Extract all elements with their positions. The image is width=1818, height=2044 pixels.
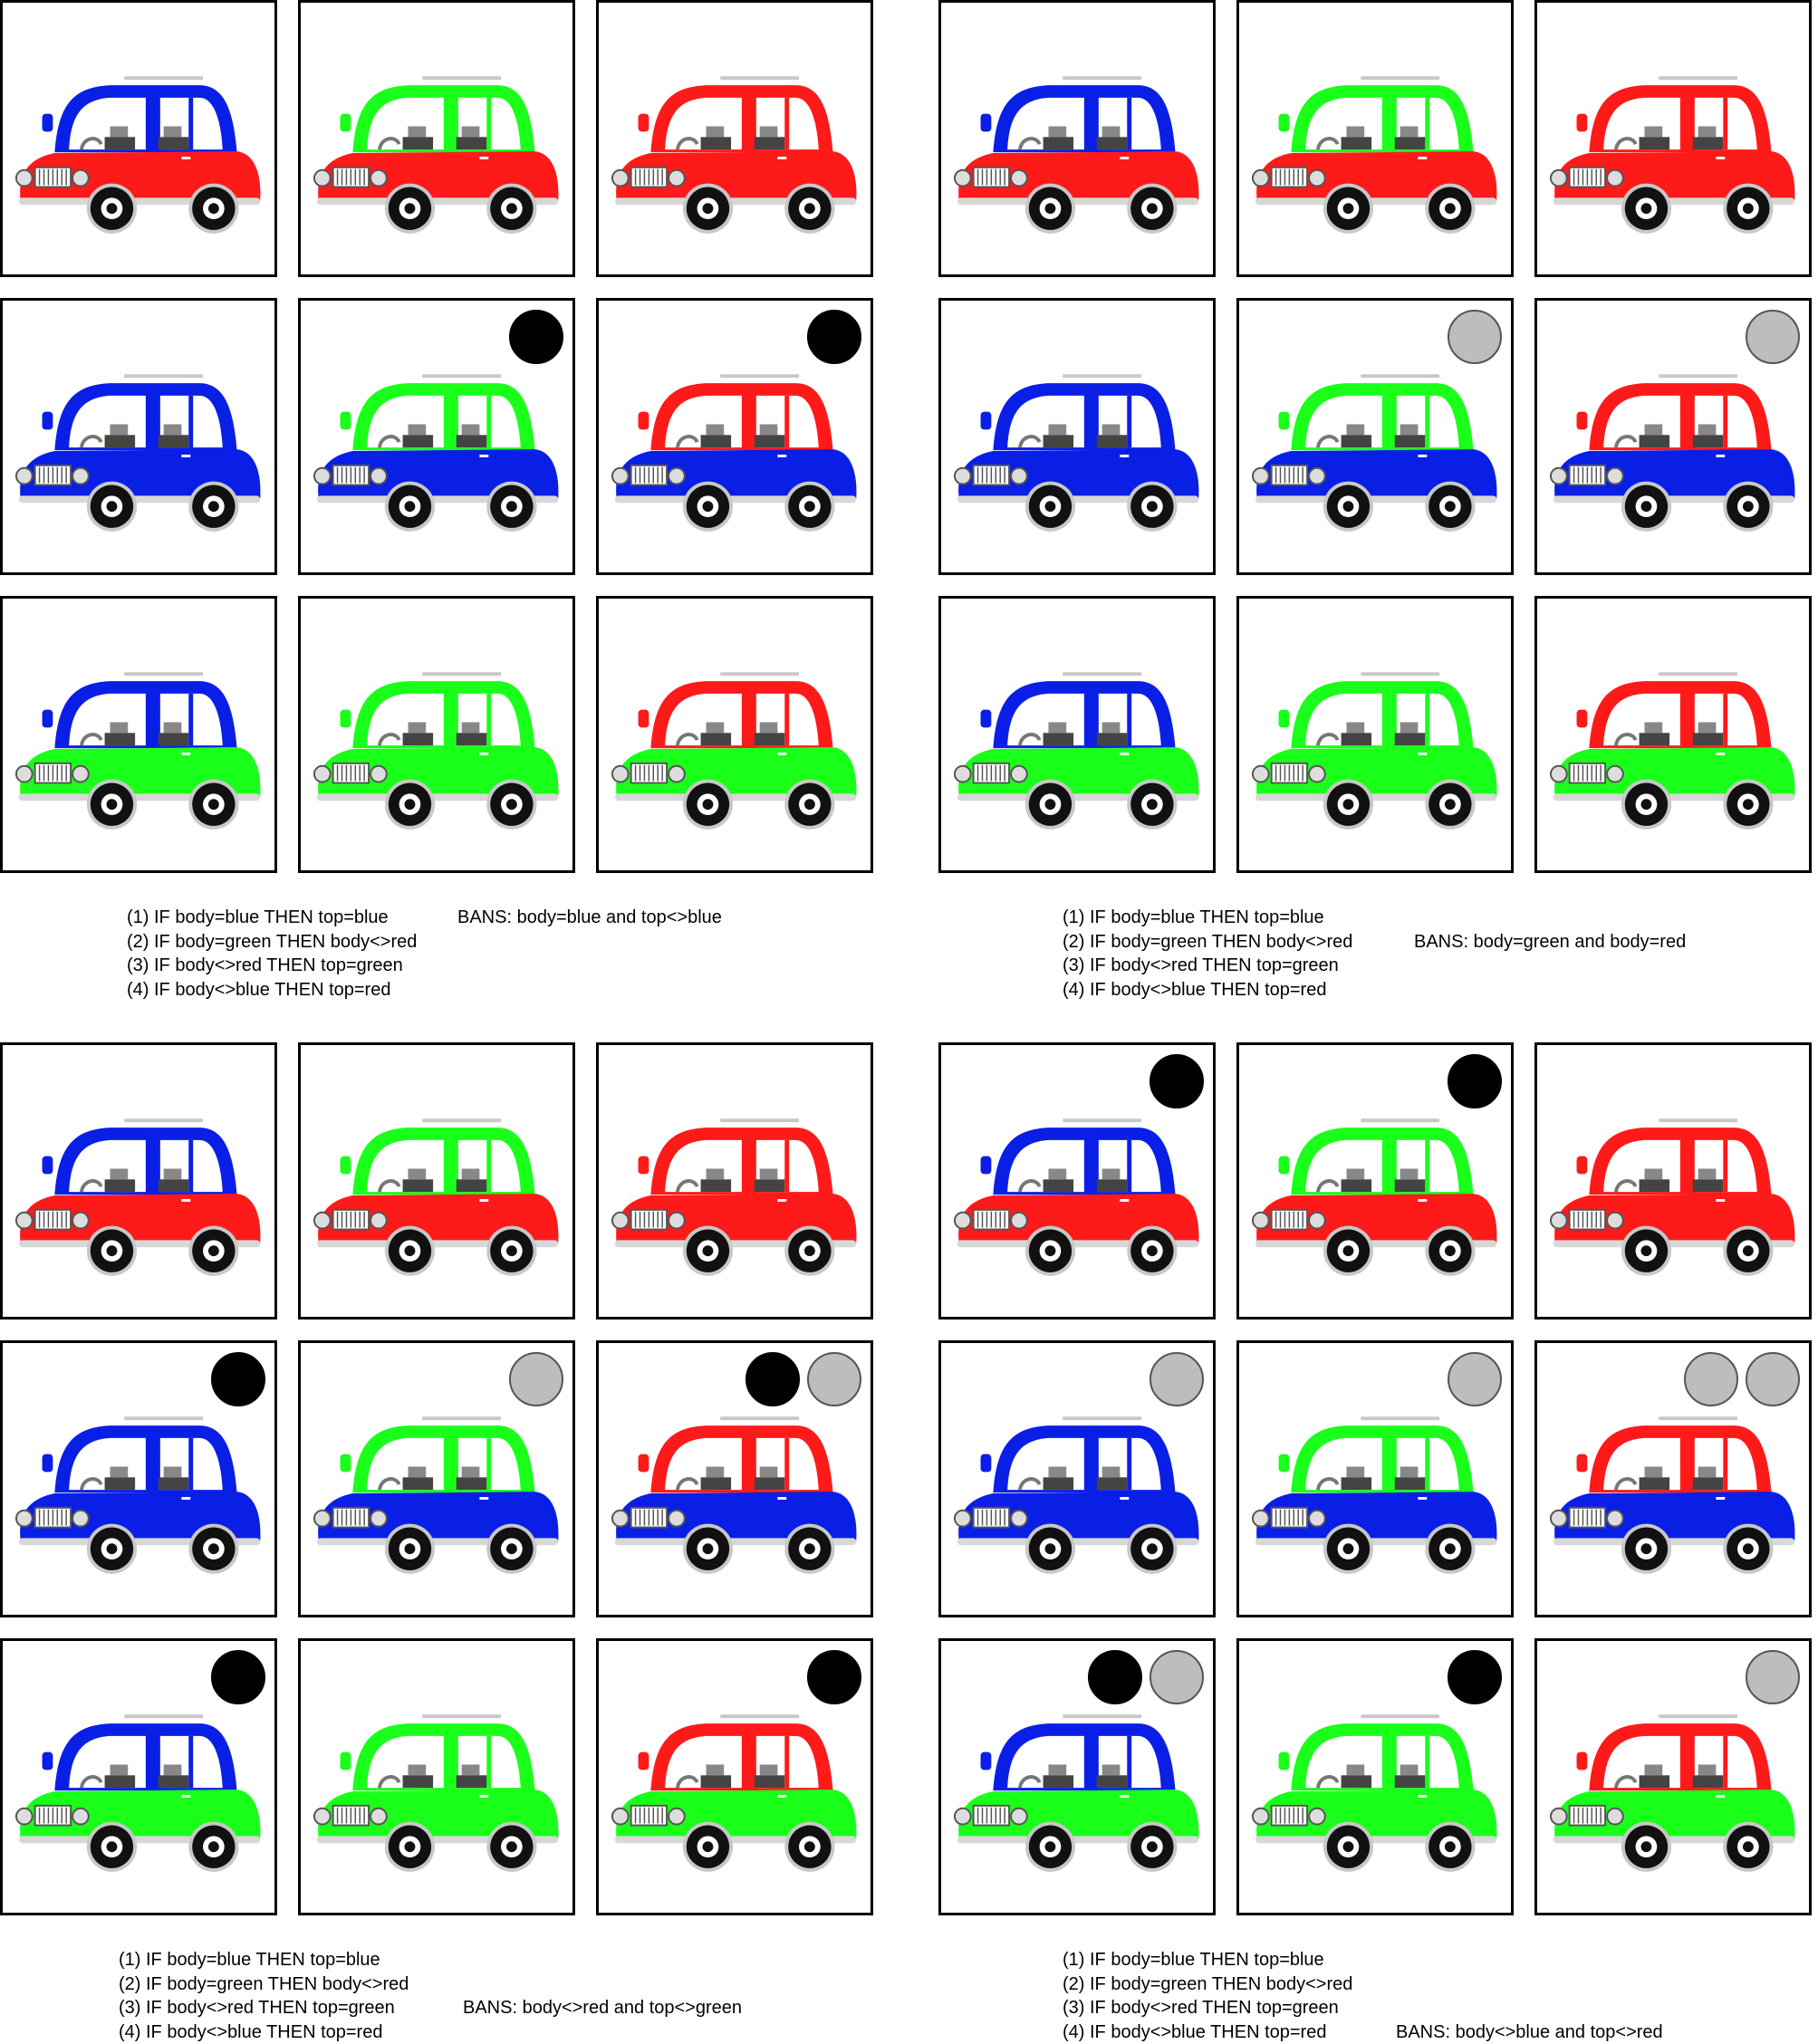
car-cell xyxy=(596,1042,873,1319)
rule-line: (3) IF body<>red THEN top=green xyxy=(1063,1996,1352,2020)
car-cell xyxy=(596,298,873,575)
rule-line: (2) IF body=green THEN body<>red xyxy=(127,930,417,955)
car-illustration xyxy=(310,662,569,843)
marker-group xyxy=(509,310,563,366)
gray-circle-marker xyxy=(1448,310,1502,364)
rule-line: (4) IF body<>blue THEN top=red xyxy=(119,2020,409,2044)
car-cell xyxy=(298,596,575,873)
car-illustration xyxy=(608,1108,867,1290)
car-cell xyxy=(1236,1340,1514,1617)
car-top xyxy=(1577,1716,1772,1790)
car-cell xyxy=(0,0,277,277)
car-illustration xyxy=(310,1406,569,1588)
car-illustration xyxy=(310,1108,569,1290)
black-circle-marker xyxy=(1448,1054,1502,1108)
car-top xyxy=(43,1716,237,1790)
black-circle-marker xyxy=(807,1650,861,1704)
gray-circle-marker xyxy=(1746,1352,1800,1406)
rule-line: (4) IF body<>blue THEN top=red xyxy=(1063,978,1352,1003)
rule-line: (1) IF body=blue THEN top=blue xyxy=(1063,1948,1352,1972)
black-circle-marker xyxy=(1088,1650,1142,1704)
rule-line: (2) IF body=green THEN body<>red xyxy=(1063,930,1352,955)
rule-line: (3) IF body<>red THEN top=green xyxy=(127,954,417,978)
car-illustration xyxy=(12,1704,271,1886)
car-cell xyxy=(298,298,575,575)
gray-circle-marker xyxy=(1448,1352,1502,1406)
marker-group xyxy=(1088,1650,1204,1706)
car-illustration xyxy=(950,1108,1209,1290)
car-cell xyxy=(1534,0,1812,277)
marker-group xyxy=(1746,1650,1800,1706)
car-illustration xyxy=(608,66,867,247)
gray-circle-marker xyxy=(1684,1352,1738,1406)
car-illustration xyxy=(950,1406,1209,1588)
car-top xyxy=(43,1120,237,1195)
car-grid xyxy=(938,0,1818,878)
car-top xyxy=(981,1418,1176,1492)
car-illustration xyxy=(1546,66,1805,247)
panel-top-right xyxy=(938,0,1818,1000)
car-cell xyxy=(938,298,1216,575)
car-illustration xyxy=(1248,1108,1507,1290)
car-illustration xyxy=(950,662,1209,843)
black-circle-marker xyxy=(211,1352,265,1406)
car-cell xyxy=(0,1042,277,1319)
marker-group xyxy=(211,1352,265,1408)
car-cell xyxy=(298,1340,575,1617)
black-circle-marker xyxy=(1448,1650,1502,1704)
car-top xyxy=(981,78,1176,152)
rules-list xyxy=(127,906,417,1002)
car-cell xyxy=(0,298,277,575)
rule-line: (3) IF body<>red THEN top=green xyxy=(1063,954,1352,978)
car-top xyxy=(341,1716,535,1790)
car-top xyxy=(1279,1120,1474,1195)
car-grid xyxy=(938,1042,1818,1921)
car-illustration xyxy=(1248,662,1507,843)
car-illustration xyxy=(950,1704,1209,1886)
car-top xyxy=(981,674,1176,748)
black-circle-marker xyxy=(509,310,563,364)
rule-line: (4) IF body<>blue THEN top=red xyxy=(1063,2020,1352,2044)
car-illustration xyxy=(608,1704,867,1886)
bans-text: BANS: body=green and body=red xyxy=(1414,930,1686,955)
car-cell xyxy=(1534,1340,1812,1617)
car-illustration xyxy=(12,662,271,843)
car-cell xyxy=(938,1042,1216,1319)
bans-text: BANS: body=blue and top<>blue xyxy=(457,906,722,930)
car-cell xyxy=(298,1638,575,1915)
car-cell xyxy=(1236,1638,1514,1915)
car-illustration xyxy=(12,364,271,545)
rule-line: (4) IF body<>blue THEN top=red xyxy=(127,978,417,1003)
car-top xyxy=(1577,1120,1772,1195)
car-top xyxy=(639,674,833,748)
car-top xyxy=(341,674,535,748)
rules-list xyxy=(1063,1948,1352,2044)
car-cell xyxy=(1236,0,1514,277)
car-top xyxy=(1279,1418,1474,1492)
car-top xyxy=(639,78,833,152)
car-cell xyxy=(1534,596,1812,873)
rule-line: (1) IF body=blue THEN top=blue xyxy=(119,1948,409,1972)
black-circle-marker xyxy=(745,1352,800,1406)
gray-circle-marker xyxy=(1149,1352,1204,1406)
gray-circle-marker xyxy=(1149,1650,1204,1704)
car-illustration xyxy=(608,662,867,843)
car-top xyxy=(1279,674,1474,748)
rule-line: (3) IF body<>red THEN top=green xyxy=(119,1996,409,2020)
car-top xyxy=(981,1120,1176,1195)
marker-group xyxy=(1448,310,1502,366)
car-top xyxy=(341,376,535,450)
marker-group xyxy=(1448,1352,1502,1408)
marker-group xyxy=(509,1352,563,1408)
car-cell xyxy=(0,596,277,873)
rule-line: (2) IF body=green THEN body<>red xyxy=(1063,1972,1352,1997)
car-cell xyxy=(1534,298,1812,575)
car-illustration xyxy=(310,1704,569,1886)
car-cell xyxy=(1236,1042,1514,1319)
car-illustration xyxy=(1546,1704,1805,1886)
gray-circle-marker xyxy=(807,1352,861,1406)
car-cell xyxy=(0,1340,277,1617)
car-top xyxy=(43,78,237,152)
marker-group xyxy=(1149,1352,1204,1408)
rule-line: (2) IF body=green THEN body<>red xyxy=(119,1972,409,1997)
car-grid xyxy=(0,1042,906,1921)
car-illustration xyxy=(608,1406,867,1588)
car-illustration xyxy=(1248,364,1507,545)
car-grid xyxy=(0,0,906,878)
rule-line: (1) IF body=blue THEN top=blue xyxy=(1063,906,1352,930)
car-illustration xyxy=(1248,1406,1507,1588)
car-cell xyxy=(0,1638,277,1915)
gray-circle-marker xyxy=(509,1352,563,1406)
car-illustration xyxy=(310,364,569,545)
car-cell xyxy=(938,0,1216,277)
rule-line: (1) IF body=blue THEN top=blue xyxy=(127,906,417,930)
car-illustration xyxy=(1546,1406,1805,1588)
car-cell xyxy=(596,1638,873,1915)
rules-list xyxy=(1063,906,1352,1002)
car-illustration xyxy=(1546,364,1805,545)
car-top xyxy=(1279,376,1474,450)
car-illustration xyxy=(1546,1108,1805,1290)
car-illustration xyxy=(12,1108,271,1290)
car-cell xyxy=(938,596,1216,873)
car-cell xyxy=(596,596,873,873)
marker-group xyxy=(1684,1352,1800,1408)
car-illustration xyxy=(950,364,1209,545)
car-cell xyxy=(298,0,575,277)
car-top xyxy=(981,376,1176,450)
marker-group xyxy=(1746,310,1800,366)
car-top xyxy=(981,1716,1176,1790)
car-top xyxy=(1279,78,1474,152)
marker-group xyxy=(745,1352,861,1408)
car-cell xyxy=(1236,596,1514,873)
car-top xyxy=(341,1418,535,1492)
car-cell xyxy=(596,0,873,277)
car-cell xyxy=(938,1638,1216,1915)
car-top xyxy=(341,1120,535,1195)
car-top xyxy=(1577,376,1772,450)
car-illustration xyxy=(950,66,1209,247)
car-illustration xyxy=(12,66,271,247)
black-circle-marker xyxy=(807,310,861,364)
panel-bottom-right xyxy=(938,1042,1818,2042)
marker-group xyxy=(807,310,861,366)
car-illustration xyxy=(608,364,867,545)
car-top xyxy=(639,1716,833,1790)
car-illustration xyxy=(1248,66,1507,247)
car-top xyxy=(639,376,833,450)
car-top xyxy=(1577,674,1772,748)
marker-group xyxy=(1448,1650,1502,1706)
car-illustration xyxy=(1546,662,1805,843)
car-cell xyxy=(596,1340,873,1617)
rules-list xyxy=(119,1948,409,2044)
car-cell xyxy=(1236,298,1514,575)
marker-group xyxy=(211,1650,265,1706)
panel-bottom-left xyxy=(0,1042,906,2042)
car-cell xyxy=(298,1042,575,1319)
car-cell xyxy=(1534,1638,1812,1915)
marker-group xyxy=(807,1650,861,1706)
car-illustration xyxy=(310,66,569,247)
car-top xyxy=(43,674,237,748)
car-top xyxy=(1577,78,1772,152)
car-cell xyxy=(938,1340,1216,1617)
car-top xyxy=(1577,1418,1772,1492)
car-top xyxy=(43,1418,237,1492)
marker-group xyxy=(1448,1054,1502,1110)
gray-circle-marker xyxy=(1746,1650,1800,1704)
car-top xyxy=(639,1120,833,1195)
car-top xyxy=(341,78,535,152)
panel-top-left xyxy=(0,0,906,1000)
car-cell xyxy=(1534,1042,1812,1319)
car-illustration xyxy=(1248,1704,1507,1886)
bans-text: BANS: body<>red and top<>green xyxy=(463,1996,742,2020)
car-top xyxy=(43,376,237,450)
car-top xyxy=(1279,1716,1474,1790)
gray-circle-marker xyxy=(1746,310,1800,364)
bans-text: BANS: body<>blue and top<>red xyxy=(1396,2020,1663,2044)
black-circle-marker xyxy=(211,1650,265,1704)
car-top xyxy=(639,1418,833,1492)
marker-group xyxy=(1149,1054,1204,1110)
car-illustration xyxy=(12,1406,271,1588)
black-circle-marker xyxy=(1149,1054,1204,1108)
